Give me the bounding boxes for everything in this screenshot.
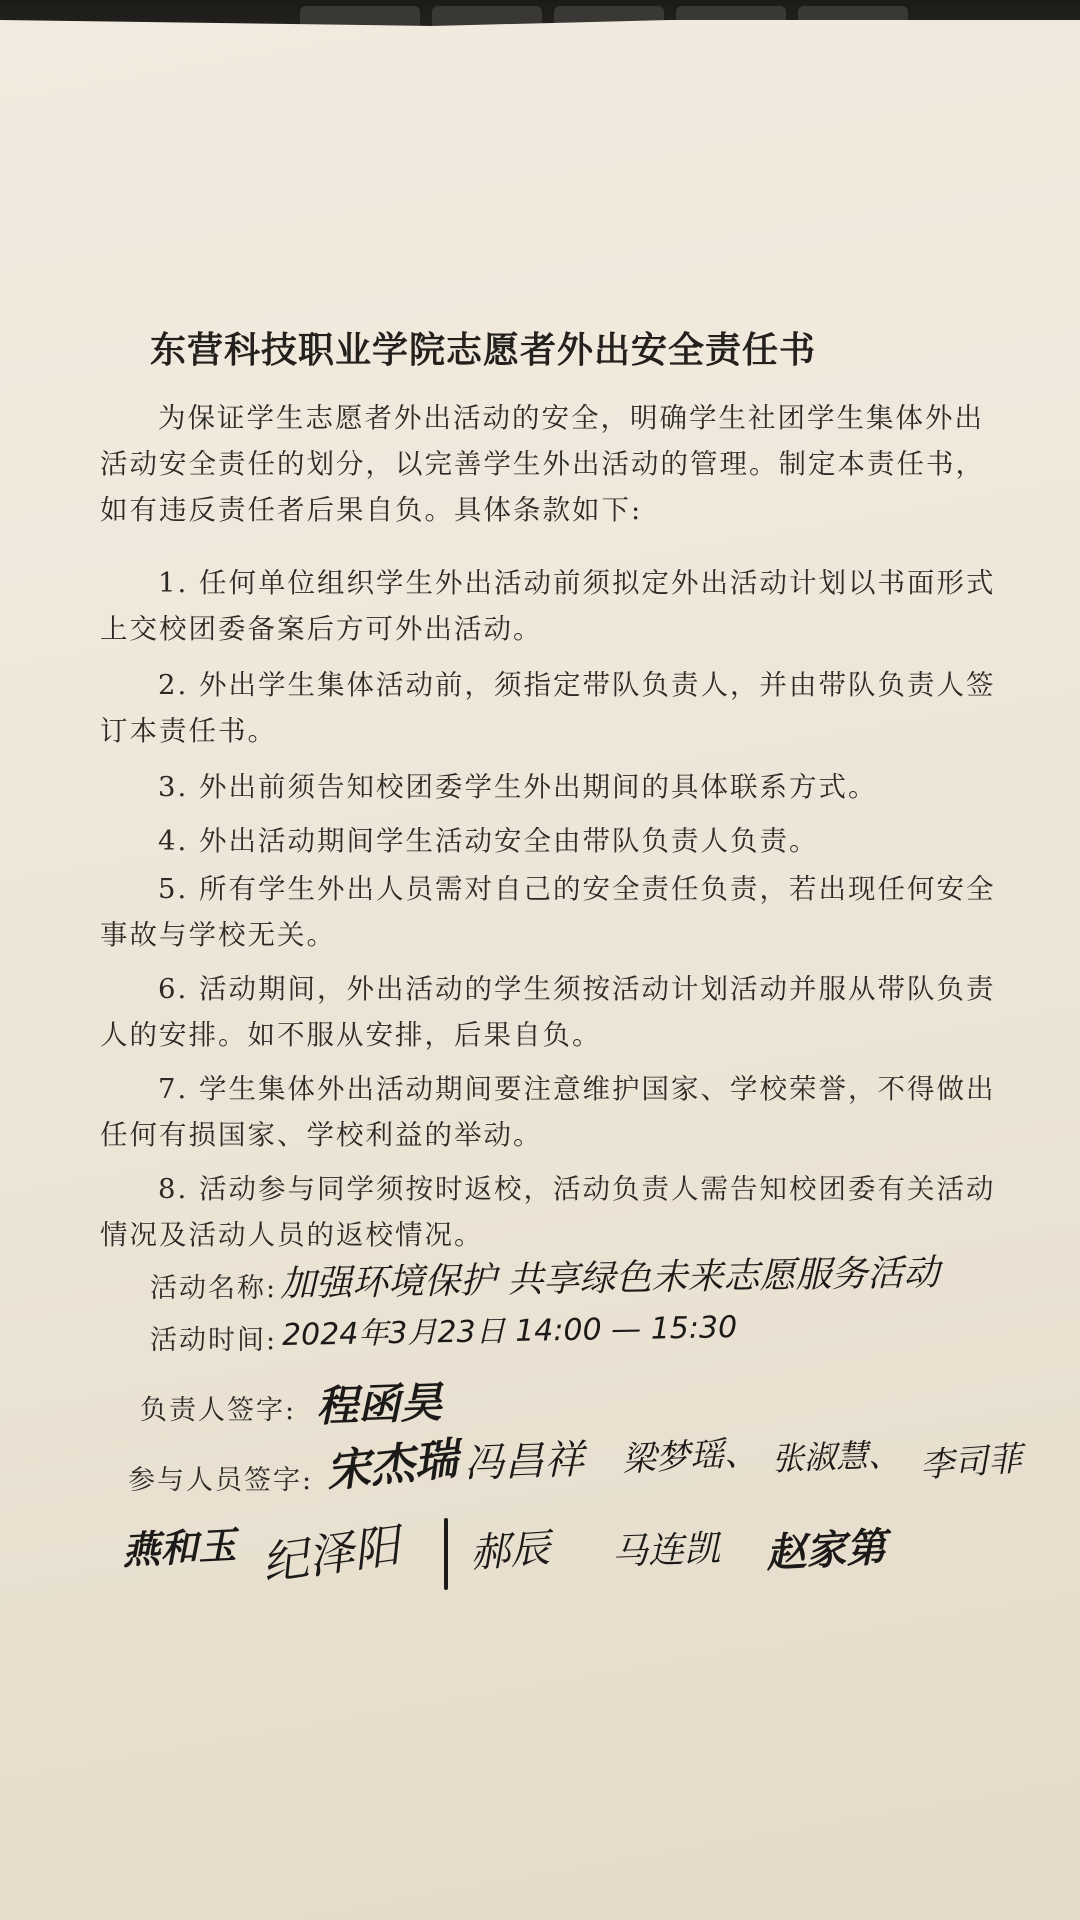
signature-stroke <box>444 1518 448 1590</box>
clause-text: 6. 活动期间，外出活动的学生须按活动计划活动并服从带队负责人的安排。如不服从安排，后果自负。 <box>100 973 996 1051</box>
clause-text: 1. 任何单位组织学生外出活动前须拟定外出活动计划以书面形式上交校团委备案后方可外出活动。 <box>100 567 996 645</box>
participant-signature: 李司菲 <box>918 1438 1024 1486</box>
participant-signature: 宋杰瑞 <box>323 1433 461 1498</box>
clause-text: 8. 活动参与同学须按时返校，活动负责人需告知校团委有关活动情况及活动人员的返校情况。 <box>100 1173 996 1251</box>
clause-6 <box>100 966 1000 1058</box>
participant-signature: 赵家第 <box>764 1524 888 1577</box>
activity-name-label: 活动名称: <box>150 1273 278 1304</box>
clause-text: 7. 学生集体外出活动期间要注意维护国家、学校荣誉，不得做出任何有损国家、学校利益的举动。 <box>100 1073 996 1151</box>
clause-2 <box>100 662 1000 754</box>
leader-signature: 程函昊 <box>315 1377 443 1431</box>
clause-1 <box>100 560 1000 652</box>
activity-name-handwriting: 加强环境保护 共享绿色未来志愿服务活动 <box>279 1252 940 1305</box>
clause-text: 3. 外出前须告知校团委学生外出期间的具体联系方式。 <box>158 771 878 803</box>
leader-signature-label: 负责人签字: <box>140 1395 297 1426</box>
participant-signature: 燕和玉 <box>121 1523 238 1573</box>
participants-label: 参与人员签字: <box>128 1465 314 1496</box>
participant-signature: 马连凯 <box>611 1528 721 1573</box>
participant-signature: 张淑慧、 <box>771 1435 901 1478</box>
clause-text: 4. 外出活动期间学生活动安全由带队负责人负责。 <box>158 825 819 857</box>
activity-time-label: 活动时间: <box>150 1325 278 1356</box>
intro-paragraph <box>100 395 1000 533</box>
clause-7 <box>100 1066 1000 1158</box>
participant-signature: 郝辰 <box>468 1525 552 1577</box>
participant-signature: 纪泽阳 <box>258 1518 403 1591</box>
clause-4 <box>100 818 1000 864</box>
clause-text: 5. 所有学生外出人员需对自己的安全责任负责，若出现任何安全事故与学校无关。 <box>100 873 996 951</box>
clause-text: 2. 外出学生集体活动前，须指定带队负责人，并由带队负责人签订本责任书。 <box>100 669 996 747</box>
participant-signature: 冯昌祥 <box>463 1436 585 1487</box>
clause-3 <box>100 764 1000 810</box>
clause-5 <box>100 866 1000 958</box>
intro-text: 为保证学生志愿者外出活动的安全，明确学生社团学生集体外出活动安全责任的划分，以完善学生外出活动的管理。制定本责任书，如有违反责任者后果自负。具体条款如下: <box>100 402 985 526</box>
document-title: 东营科技职业学院志愿者外出安全责任书 <box>150 329 817 371</box>
clause-8 <box>100 1166 1000 1258</box>
activity-time-handwriting: 2024年3月23日 14:00 — 15:30 <box>281 1310 738 1353</box>
participant-signature: 梁梦瑶、 <box>621 1432 760 1480</box>
